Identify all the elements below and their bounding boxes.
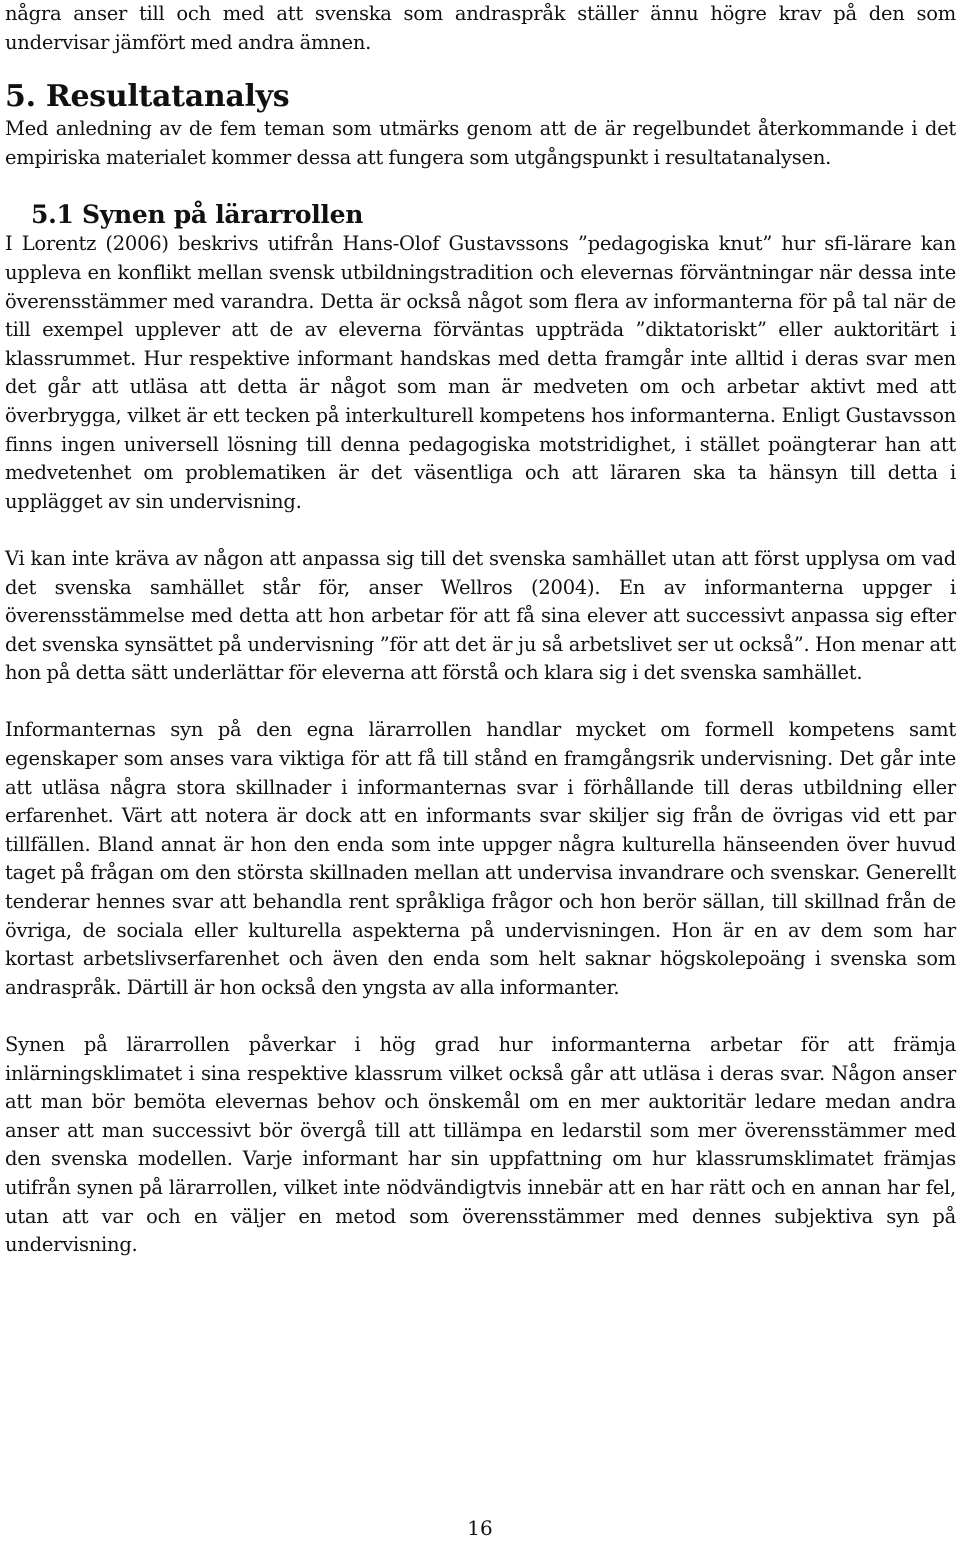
body-paragraph-1: I Lorentz (2006) beskrivs utifrån Hans-Olof Gustavssons ”pedagogiska knut” hur sfi-lärare kan uppleva en konflikt mellan svensk utbildningstradition och elevernas förväntningar när dessa inte överensstämmer med varandra. Detta är också något som flera av informanterna för på tal när de till exempel upplever att de av eleverna förväntas uppträda ”diktatoriskt” eller auktoritärt i klassrummet. Hur respektive informant handskas med detta framgår inte alltid i deras svar men det går att utläsa att detta är något som man är medveten om och arbetar aktivt med att överbrygga, vilket är ett tecken på interkulturell kompetens hos informanterna. Enligt Gustavsson finns ingen universell lösning till denna pedagogiska motstridighet, i stället poängterar han att medvetenhet om problematiken är det väsentliga och att läraren ska ta hänsyn till detta i upplägget av sin undervisning. bbox=[5, 232, 956, 513]
spacer bbox=[5, 172, 956, 200]
section-5-heading: 5. Resultatanalys bbox=[5, 79, 290, 115]
spacer bbox=[5, 516, 956, 545]
intro-continuation-paragraph: några anser till och med att svenska som andraspråk ställer ännu högre krav på den som undervisar jämfört med andra ämnen. bbox=[5, 2, 956, 54]
spacer bbox=[5, 1002, 956, 1031]
document-page bbox=[5, 0, 956, 1260]
spacer bbox=[5, 57, 956, 79]
page-number: 16 bbox=[467, 1516, 493, 1540]
body-paragraph-3: Informanternas syn på den egna lärarrollen handlar mycket om formell kompetens samt egenskaper som anses vara viktiga för att få till stånd en framgångsrik undervisning. Det går inte att utläsa några stora skillnader i informanternas svar i förhållande till deras utbildning eller erfarenhet. Värt att notera är dock att en informants svar skiljer sig från de övrigas vid ett par tillfällen. Bland annat är hon den enda som inte uppger några kulturella hänseenden över huvud taget på frågan om den största skillnaden mellan att undervisa invandrare och svenskar. Generellt tenderar hennes svar att behandla rent språkliga frågor och hon berör sällan, till skillnad från de övriga, de sociala eller kulturella aspekterna på undervisningen. Hon är en av dem som har kortast arbetslivserfarenhet och även den enda som helt saknar högskolepoäng i svenska som andraspråk. Därtill är hon också den yngsta av alla informanter. bbox=[5, 718, 956, 999]
body-paragraph-2: Vi kan inte kräva av någon att anpassa sig till det svenska samhället utan att först upplysa om vad det svenska samhället står för, anser Wellros (2004). En av informanterna uppger i överensstämmelse med detta att hon arbetar för att få sina elever att successivt anpassa sig efter det svenska synsättet på undervisning ”för att det är ju så arbetslivet ser ut också”. Hon menar att hon på detta sätt underlättar för eleverna att förstå och klara sig i det svenska samhället. bbox=[5, 546, 956, 685]
section-5-paragraph: Med anledning av de fem teman som utmärks genom att de är regelbundet återkommande i det empiriska materialet kommer dessa att fungera som utgångspunkt i resultatanalysen. bbox=[5, 117, 956, 169]
body-paragraph-4: Synen på lärarrollen påverkar i hög grad hur informanterna arbetar för att främja inlärningsklimatet i sina respektive klassrum vilket också går att utläsa i deras svar. Någon anser att man bör bemöta elevernas behov och önskemål om en mer auktoritär ledare medan andra anser att man successivt bör övergå till att tillämpa en ledarstil som mer överensstämmer med den svenska modellen. Varje informant har sin uppfattning om hur klassrumsklimatet främjas utifrån synen på lärarrollen, vilket inte nödvändigtvis innebär att en har rätt och en annan har fel, utan att var och en väljer en metod som överensstämmer med dennes subjektiva syn på undervisning. bbox=[5, 1033, 956, 1257]
spacer bbox=[5, 688, 956, 717]
section-5-1-heading: 5.1 Synen på lärarrollen bbox=[31, 200, 364, 230]
